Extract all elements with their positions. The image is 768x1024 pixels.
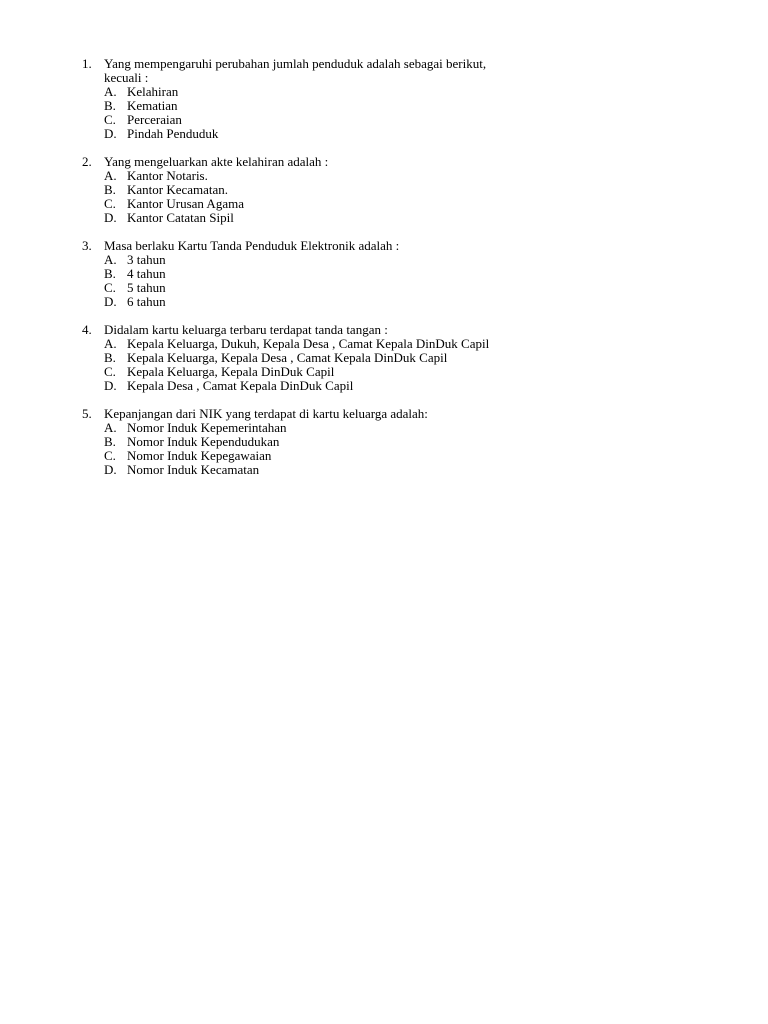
question-list	[82, 57, 722, 491]
option-text: Kantor Kecamatan.	[127, 182, 229, 197]
option-letter: A.	[104, 252, 117, 267]
question-text: Didalam kartu keluarga terbaru terdapat tanda tangan :	[104, 322, 388, 337]
option-text: 3 tahun	[127, 252, 166, 267]
option-letter: D.	[104, 294, 117, 309]
option-text: Kepala Keluarga, Kepala Desa , Camat Kepala DinDuk Capil	[127, 350, 448, 365]
question-header	[82, 155, 722, 169]
option-text: 5 tahun	[127, 280, 166, 295]
option-b	[82, 99, 722, 113]
question-5	[82, 407, 722, 477]
question-header	[82, 407, 722, 421]
option-letter: B.	[104, 434, 116, 449]
question-header	[82, 239, 722, 253]
question-2	[82, 155, 722, 225]
option-text: 4 tahun	[127, 266, 166, 281]
option-d	[82, 295, 722, 309]
option-d	[82, 379, 722, 393]
option-text: Kepala Keluarga, Kepala DinDuk Capil	[127, 364, 335, 379]
question-3	[82, 239, 722, 309]
option-a	[82, 85, 722, 99]
option-d	[82, 211, 722, 225]
option-c	[82, 113, 722, 127]
option-a	[82, 169, 722, 183]
question-header	[82, 323, 722, 337]
question-number: 2.	[82, 154, 92, 169]
option-text: Nomor Induk Kependudukan	[127, 434, 280, 449]
option-letter: C.	[104, 364, 116, 379]
option-letter: B.	[104, 182, 116, 197]
option-letter: A.	[104, 168, 117, 183]
option-letter: D.	[104, 126, 117, 141]
option-text: Nomor Induk Kecamatan	[127, 462, 260, 477]
option-letter: A.	[104, 420, 117, 435]
question-text: Yang mempengaruhi perubahan jumlah penduduk adalah sebagai berikut, kecuali :	[104, 56, 487, 85]
option-text: Pindah Penduduk	[127, 126, 219, 141]
option-text: Perceraian	[127, 112, 182, 127]
option-letter: D.	[104, 462, 117, 477]
option-letter: A.	[104, 84, 117, 99]
option-text: Kantor Catatan Sipil	[127, 210, 234, 225]
question-text: Yang mengeluarkan akte kelahiran adalah :	[104, 154, 329, 169]
option-letter: A.	[104, 336, 117, 351]
question-text: Kepanjangan dari NIK yang terdapat di kartu keluarga adalah:	[104, 406, 428, 421]
option-text: Kematian	[127, 98, 178, 113]
option-letter: B.	[104, 98, 116, 113]
option-text: 6 tahun	[127, 294, 166, 309]
question-number: 5.	[82, 406, 92, 421]
option-text: Kepala Desa , Camat Kepala DinDuk Capil	[127, 378, 354, 393]
option-text: Nomor Induk Kepegawaian	[127, 448, 272, 463]
option-b	[82, 267, 722, 281]
option-letter: D.	[104, 210, 117, 225]
option-text: Nomor Induk Kepemerintahan	[127, 420, 287, 435]
question-1	[82, 57, 722, 141]
option-b	[82, 183, 722, 197]
option-c	[82, 281, 722, 295]
option-letter: D.	[104, 378, 117, 393]
option-letter: C.	[104, 280, 116, 295]
option-b	[82, 351, 722, 365]
option-a	[82, 421, 722, 435]
question-number: 3.	[82, 238, 92, 253]
question-number: 4.	[82, 322, 92, 337]
option-letter: C.	[104, 112, 116, 127]
option-text: Kepala Keluarga, Dukuh, Kepala Desa , Camat Kepala DinDuk Capil	[127, 336, 490, 351]
question-text: Masa berlaku Kartu Tanda Penduduk Elektronik adalah :	[104, 238, 400, 253]
question-4	[82, 323, 722, 393]
option-a	[82, 253, 722, 267]
option-b	[82, 435, 722, 449]
question-number: 1.	[82, 56, 92, 71]
option-letter: C.	[104, 448, 116, 463]
option-c	[82, 197, 722, 211]
option-c	[82, 449, 722, 463]
option-letter: B.	[104, 266, 116, 281]
option-text: Kantor Urusan Agama	[127, 196, 244, 211]
option-text: Kantor Notaris.	[127, 168, 208, 183]
option-d	[82, 463, 722, 477]
option-text: Kelahiran	[127, 84, 179, 99]
option-letter: B.	[104, 350, 116, 365]
option-c	[82, 365, 722, 379]
option-d	[82, 127, 722, 141]
question-header	[82, 57, 722, 85]
option-letter: C.	[104, 196, 116, 211]
option-a	[82, 337, 722, 351]
